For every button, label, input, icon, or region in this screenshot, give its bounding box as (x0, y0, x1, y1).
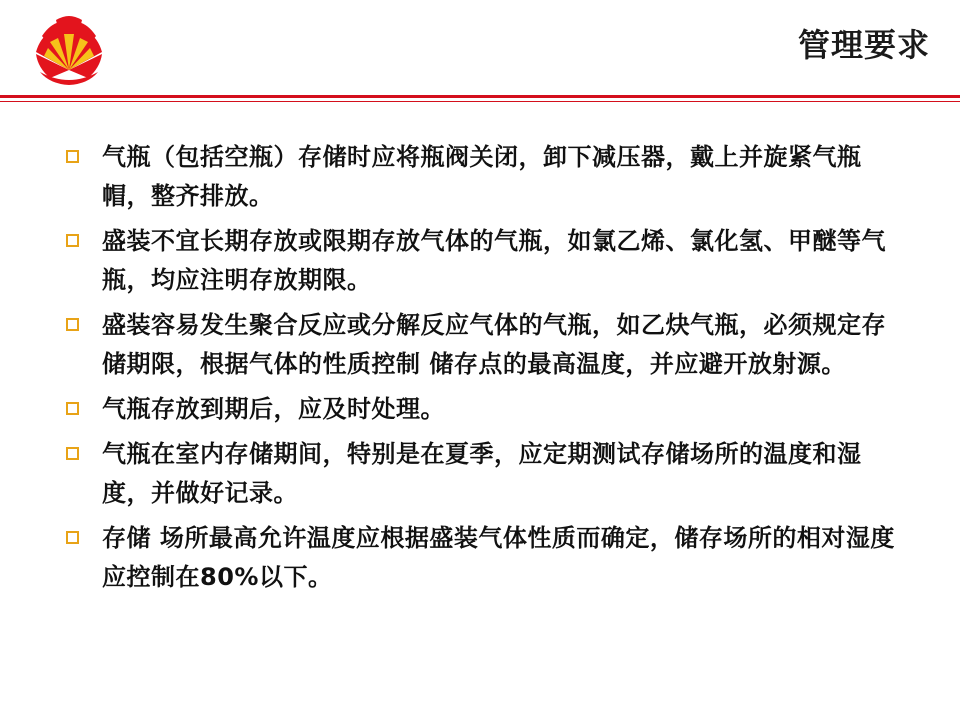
square-bullet-icon (66, 318, 79, 331)
list-item (66, 519, 906, 597)
list-item (66, 390, 906, 429)
list-item (66, 138, 906, 216)
list-item (66, 306, 906, 384)
header-divider-thick (0, 95, 960, 98)
list-item-text: 盛装不宜长期存放或限期存放气体的气瓶，如氯乙烯、氯化氢、甲醚等气瓶，均应注明存放期限。 (102, 227, 886, 294)
list-item (66, 222, 906, 300)
list-item-text: 盛装容易发生聚合反应或分解反应气体的气瓶，如乙炔气瓶，必须规定存储期限，根据气体的性质控制 储存点的最高温度，并应避开放射源。 (102, 311, 886, 378)
bullet-list (66, 138, 906, 603)
list-item (66, 435, 906, 513)
square-bullet-icon (66, 402, 79, 415)
list-item-text: 气瓶存放到期后，应及时处理。 (102, 395, 445, 423)
petrochina-logo-icon (28, 12, 110, 88)
square-bullet-icon (66, 531, 79, 544)
list-item-text: 气瓶（包括空瓶）存储时应将瓶阀关闭，卸下减压器，戴上并旋紧气瓶帽，整齐排放。 (102, 143, 862, 210)
square-bullet-icon (66, 234, 79, 247)
list-item-text: 气瓶在室内存储期间，特别是在夏季，应定期测试存储场所的温度和湿度，并做好记录。 (102, 440, 862, 507)
square-bullet-icon (66, 150, 79, 163)
square-bullet-icon (66, 447, 79, 460)
page-title: 管理要求 (797, 26, 930, 64)
header-divider-thin (0, 101, 960, 102)
list-item-text: 存储 场所最高允许温度应根据盛装气体性质而确定，储存场所的相对湿度应控制在80%以下。 (102, 524, 895, 591)
